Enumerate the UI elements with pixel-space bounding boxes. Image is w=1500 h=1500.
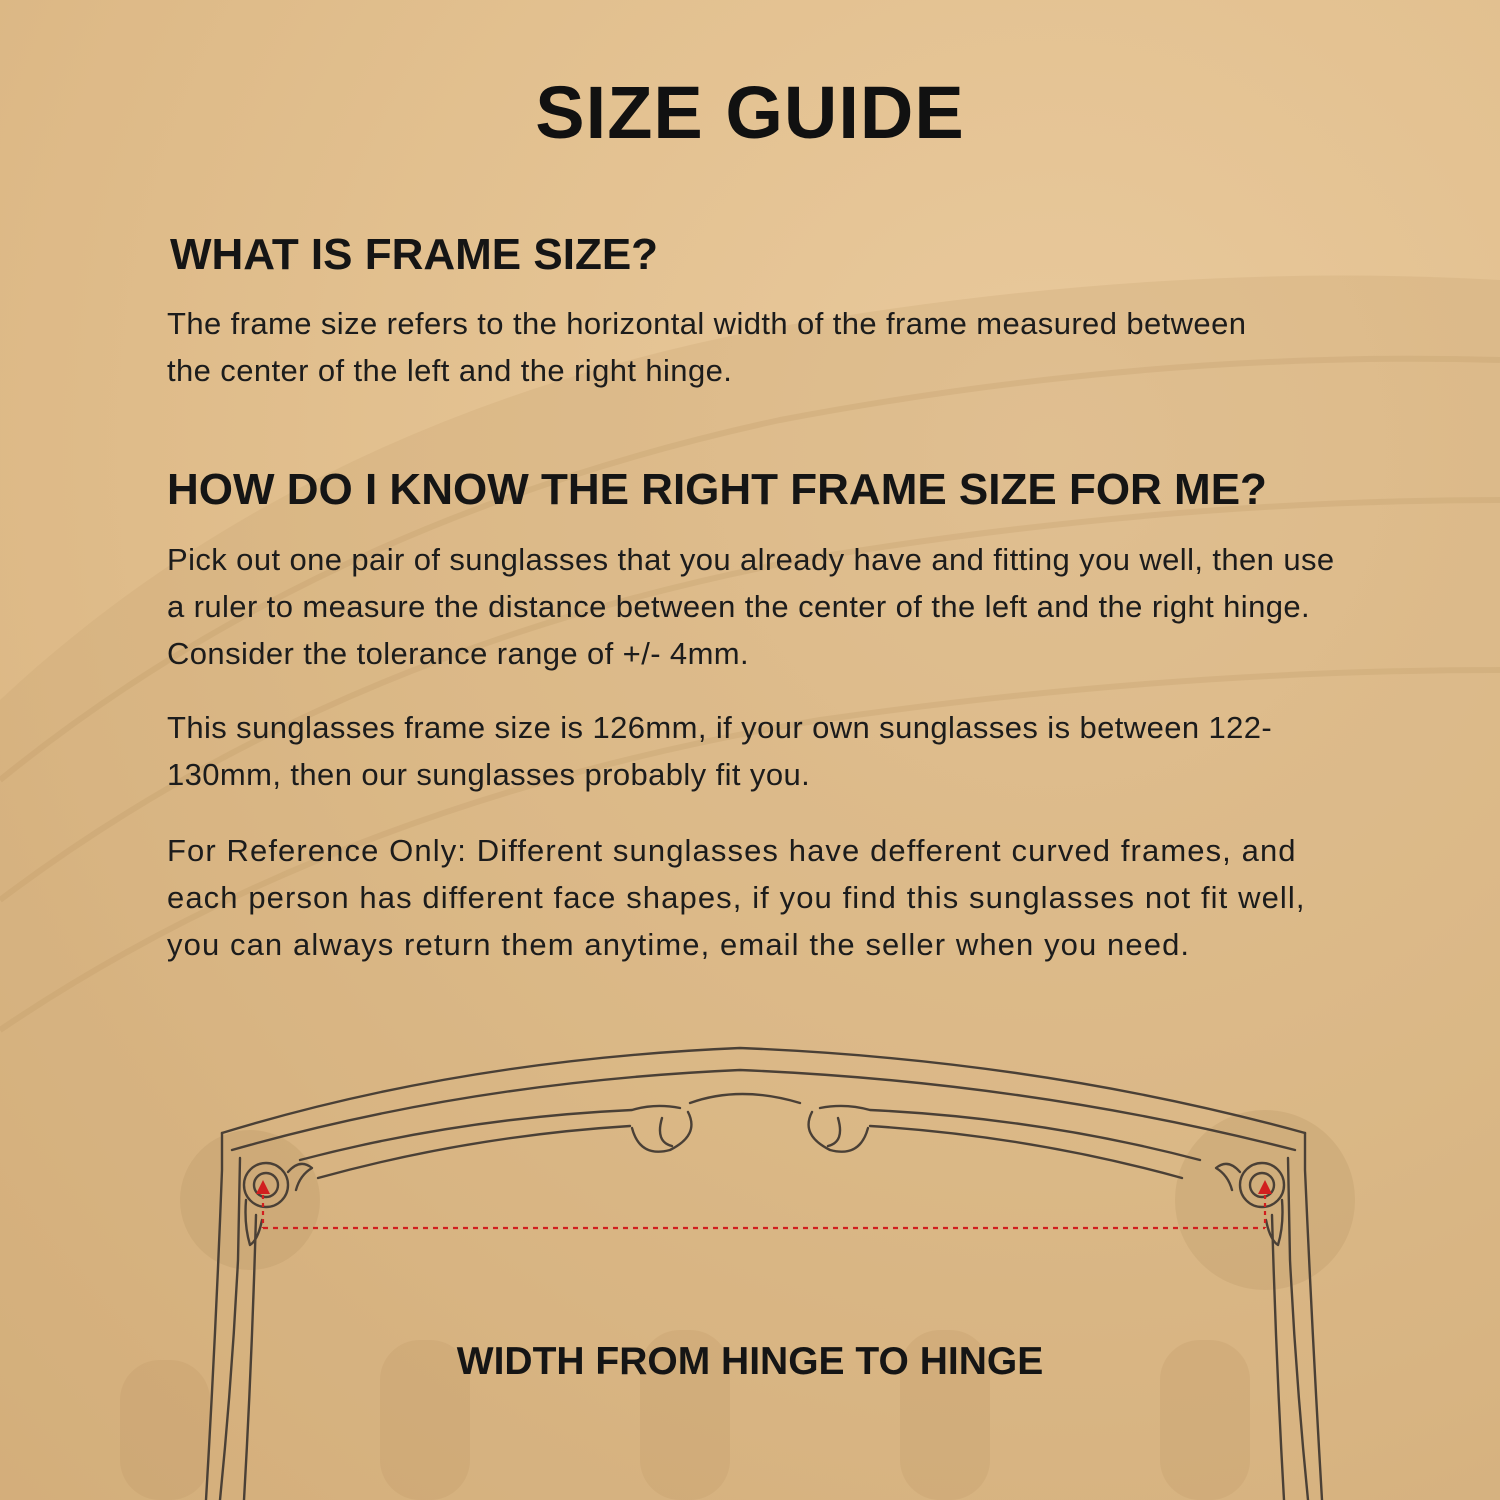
left-lens-inner — [318, 1126, 630, 1178]
left-lens-top — [300, 1106, 680, 1160]
right-size-heading: HOW DO I KNOW THE RIGHT FRAME SIZE FOR ME? — [167, 465, 1267, 514]
right-hinge-arrow-icon — [1258, 1180, 1272, 1194]
right-temple-outer — [1288, 1158, 1308, 1500]
bridge-outline — [690, 1094, 800, 1103]
frame-size-fit-range: This sunglasses frame size is 126mm, if your own sunglasses is between 122-130mm, then our sunglasses probably fit you. — [167, 710, 1273, 792]
diagram-caption: WIDTH FROM HINGE TO HINGE — [456, 1340, 1044, 1383]
left-temple-outer — [220, 1158, 240, 1500]
right-lens-inner — [870, 1126, 1182, 1178]
frame-top-outline — [222, 1048, 1305, 1133]
left-hinge-outer — [244, 1163, 288, 1207]
left-hinge-arrow-icon — [256, 1180, 270, 1194]
frame-size-heading: WHAT IS FRAME SIZE? — [170, 230, 659, 279]
right-nose-pad-inner — [828, 1118, 840, 1146]
right-hinge-curl — [1216, 1164, 1240, 1190]
frame-size-definition: The frame size refers to the horizontal width of the frame measured between the center of the left and the right hinge. — [167, 306, 1247, 388]
hinge-measurement — [263, 1195, 1265, 1228]
left-nose-pad-inner — [660, 1118, 672, 1146]
right-lens-top — [820, 1106, 1200, 1160]
measure-instructions: Pick out one pair of sunglasses that you already have and fitting you well, then use a ruler to measure the distance between the center of the left and the right hinge. Consider the tolerance range of +/- 4mm. — [167, 542, 1347, 671]
page-title: SIZE GUIDE — [535, 71, 965, 154]
right-hinge-outer — [1240, 1163, 1284, 1207]
left-hinge-curl — [288, 1164, 312, 1190]
left-frame-side — [206, 1133, 222, 1500]
right-frame-side — [1305, 1133, 1322, 1500]
sunglasses-frame-diagram — [0, 1000, 1500, 1500]
reference-note: For Reference Only: Different sunglasses have defferent curved frames, and each person has different face shapes, if you find this sunglasses not fit well, you can always return them anytime, email the seller when you need. — [167, 833, 1306, 962]
